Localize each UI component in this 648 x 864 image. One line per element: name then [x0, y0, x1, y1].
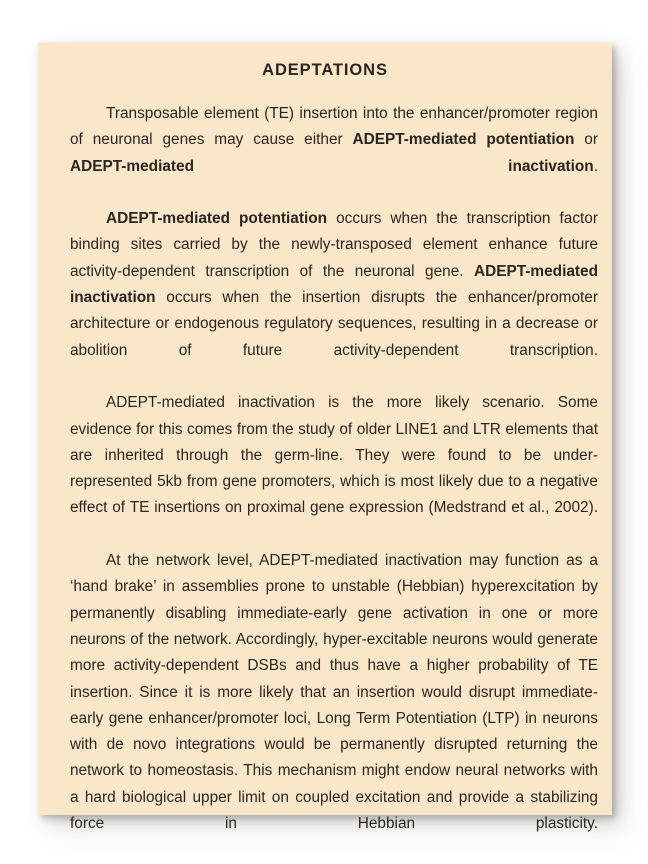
emphasized-term: ADEPT-mediated inactivation [70, 262, 598, 307]
emphasized-term: ADEPT-mediated potentiation [352, 131, 575, 149]
text-run: At the network level, ADEPT-mediated inactivation may function as a ‘hand brake’ in assemblies prone to unstable (Hebbian) hyperexcitation by permanently disabling immediate-early gene activation in one or more neurons of the network. Accordingly, hyper-excitable neurons would generate more activity-dependent DSBs and thus have a higher probability of TE insertion. Since it is more likely that an insertion would disrupt immediate-early gene enhancer/promoter loci, Long Term Potentiation (LTP) in neurons with de novo integrations would be permanently disrupted returning the network to homeostasis. This mechanism might endow neural networks with a hard biological upper limit on coupled excitation and provide a stabilizing force in Hebbian plasticity. [70, 552, 598, 833]
text-run: Transposable element (TE) insertion into the enhancer/promoter region of neuronal genes may cause either [70, 105, 598, 149]
text-run: occurs when the transcription factor binding sites carried by the newly-transposed element enhance future activity-dependent transcription of the neuronal gene. [70, 210, 598, 280]
paragraph [70, 206, 598, 390]
page-title: ADEPTATIONS [262, 61, 388, 79]
paragraph [70, 548, 598, 864]
text-run: . [593, 157, 598, 175]
emphasized-term: ADEPT-mediated potentiation [106, 210, 328, 228]
emphasized-term: ADEPT-mediated inactivation [70, 157, 594, 175]
text-run: or [574, 131, 598, 149]
paragraph [70, 390, 598, 548]
adeptations-text-box [38, 43, 612, 833]
paragraph [70, 101, 598, 206]
text-run: ADEPT-mediated inactivation is the more likely scenario. Some evidence for this comes from the study of older LINE1 and LTR elements that are inherited through the germ-line. They were found to be under-represented 5kb from gene promoters, which is most likely due to a negative effect of TE insertions on proximal gene expression (Medstrand et al., 2002). [70, 394, 598, 517]
box-body-text [70, 101, 598, 864]
text-run: occurs when the insertion disrupts the enhancer/promoter architecture or endogenous regulatory sequences, resulting in a decrease or abolition of future activity-dependent transcription. [70, 289, 598, 359]
